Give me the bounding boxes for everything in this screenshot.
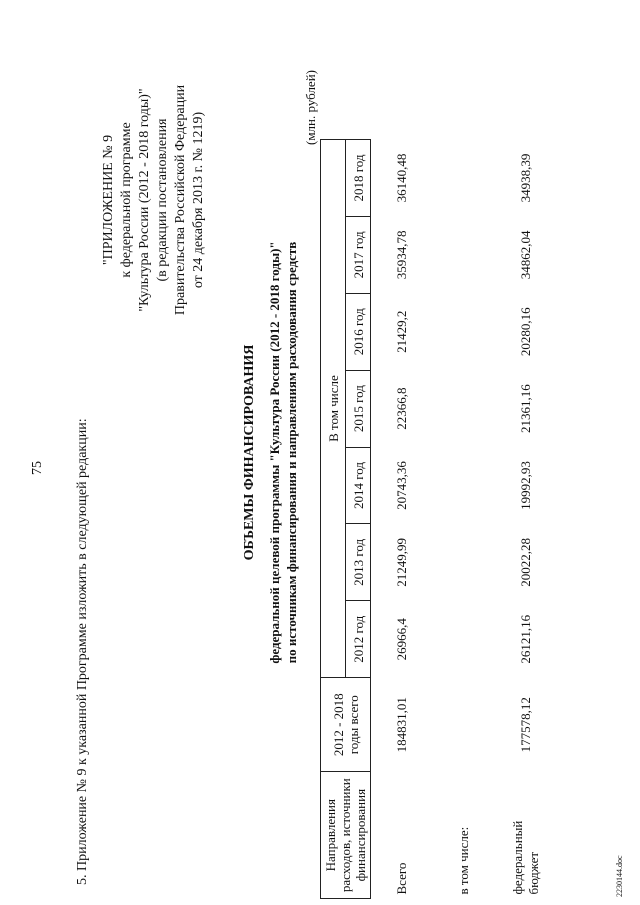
row-value: 35934,78 (394, 230, 409, 280)
header-year: 2017 год (346, 216, 371, 293)
appendix-line: Правительства Российской Федерации (173, 84, 188, 316)
row-value: 34938,39 (518, 153, 533, 203)
row-label: в том числе: (456, 826, 471, 895)
row-value: 21361,16 (518, 384, 533, 434)
header-directions: Направления расходов, источники финансирования (321, 772, 371, 899)
row-label: Всего (394, 862, 409, 895)
header-year: 2016 год (346, 293, 371, 370)
row-value: 20280,16 (518, 307, 533, 357)
row-label: федеральный бюджет (510, 820, 541, 895)
row-value: 21429,2 (394, 310, 409, 353)
row-value: 19992,93 (518, 461, 533, 510)
table-row (495, 140, 557, 899)
financing-table (320, 139, 557, 899)
table-row (371, 140, 434, 899)
row-value: 22366,8 (394, 387, 409, 430)
appendix-line: (в редакции постановления (155, 118, 170, 282)
units-label: (млн. рублей) (303, 70, 318, 145)
row-value: 26966,4 (394, 618, 409, 661)
header-year: 2015 год (346, 370, 371, 447)
header-year: 2018 год (346, 140, 371, 217)
row-value: 20743,36 (394, 461, 409, 510)
row-value: 34862,04 (518, 230, 533, 280)
document-subtitle-2: по источникам финансирования и направлениям расходования средств (284, 241, 299, 664)
row-value: 36140,48 (394, 153, 409, 203)
page-number: 75 (30, 461, 45, 475)
document-title: ОБЪЕМЫ ФИНАНСИРОВАНИЯ (242, 344, 257, 561)
intro-text: 5. Приложение № 9 к указанной Программе изложить в следующей редакции: (75, 418, 90, 885)
table-row (433, 140, 495, 899)
header-year: 2013 год (346, 524, 371, 601)
appendix-block (100, 20, 208, 380)
document-subtitle: федеральной целевой программы "Культура России (2012 - 2018 годы)" (267, 241, 282, 664)
header-year: 2012 год (346, 601, 371, 678)
row-value: 26121,16 (518, 614, 533, 664)
row-total: 177578,12 (518, 697, 533, 753)
row-total: 184831,01 (394, 697, 409, 753)
header-year: 2014 год (346, 447, 371, 524)
table-header-row (321, 140, 346, 899)
row-value: 20022,28 (518, 537, 533, 587)
appendix-line: "Культура России (2012 - 2018 годы)" (137, 88, 152, 312)
footer-filename: 2230144.doc (615, 855, 624, 897)
row-value: 21249,99 (394, 537, 409, 587)
appendix-line: "ПРИЛОЖЕНИЕ № 9 (101, 134, 116, 266)
header-total: 2012 - 2018 годы всего (321, 678, 371, 772)
appendix-line: к федеральной программе (119, 122, 134, 278)
header-group: В том числе (321, 140, 346, 678)
appendix-line: от 24 декабря 2013 г. № 1219) (191, 111, 206, 289)
